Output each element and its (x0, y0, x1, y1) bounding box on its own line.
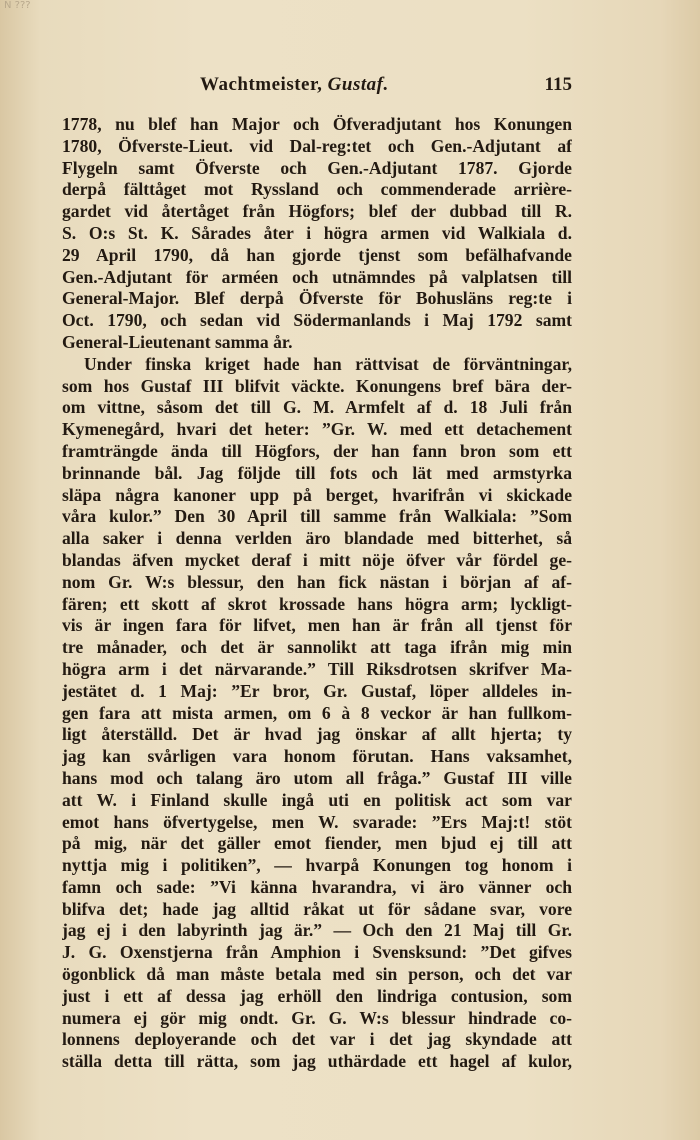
page-header (60, 74, 572, 102)
text-line: våra kulor.” Den 30 April till samme från Walkiala: ”Som (62, 506, 572, 527)
text-line: ögonblick då man måste betala med sin person, och det var (62, 964, 572, 985)
text-line: Gen.-Adjutant för arméen och utnämndes på valplatsen till (62, 266, 572, 287)
text-line: jag kan svårligen vara honom förutan. Hans vaksamhet, (62, 746, 572, 767)
text-line: ställa detta till rätta, som jag uthärdade ett hagel af kulor, (62, 1051, 572, 1072)
text-line: hans mod och talang äro utom all fråga.” Gustaf III ville (62, 767, 572, 788)
text-line: numera ej gör mig ondt. Gr. G. W:s blessur hindrade co- (62, 1007, 572, 1028)
text-line: Kymenegård, hvari det heter: ”Gr. W. med ett detachement (62, 419, 572, 440)
text-line: 29 April 1790, då han gjorde tjenst som befälhafvande (62, 244, 572, 265)
text-line: nyttja mig i politiken”, — hvarpå Konungen tog honom i (62, 855, 572, 876)
text-line: S. O:s St. K. Sårades åter i högra armen vid Walkiala d. (62, 222, 572, 243)
text-line: Oct. 1790, och sedan vid Södermanlands i Maj 1792 samt (62, 310, 572, 331)
text-line: emot hans öfvertygelse, men W. svarade: ”Ers Maj:t! stöt (62, 811, 572, 832)
scan-mark: N ??? (4, 0, 31, 11)
page-number: 115 (544, 74, 572, 95)
text-line: General-Lieutenant samma år. (62, 331, 293, 352)
text-line: jag ej i den labyrinth jag är.” — Och den 21 Maj till Gr. (62, 920, 572, 941)
text-line: blifva det; hade jag alltid råkat ut för sådane svar, vore (62, 898, 572, 919)
text-line: J. G. Oxenstjerna från Amphion i Svensksund: ”Det gifves (62, 942, 572, 963)
text-line: jestätet d. 1 Maj: ”Er bror, Gr. Gustaf, löper alldeles in- (62, 680, 572, 701)
text-line: nom Gr. W:s blessur, den han fick nästan i början af af- (62, 571, 572, 592)
text-line: 1778, nu blef han Major och Öfveradjutant hos Konungen (62, 114, 572, 134)
text-line: famn och sade: ”Vi känna hvarandra, vi äro vänner och (62, 876, 572, 897)
body-text (62, 114, 572, 1073)
text-line: gardet vid återtåget från Högfors; blef der dubbad till R. (62, 201, 572, 222)
text-line: Under finska kriget hade han rättvisat de förväntningar, (84, 353, 572, 374)
text-line: framträngde ända till Högfors, der han fann bron som ett (62, 440, 572, 461)
text-line: 1780, Öfverste-Lieut. vid Dal-reg:tet och Gen.-Adjutant af (62, 135, 572, 156)
text-line: vis är ingen fara för lifvet, men han är från all tjenst för (62, 615, 572, 636)
text-line: på mig, när det gäller emot fiender, men bjud ej till att (62, 833, 572, 854)
text-line: alla saker i denna verlden äro blandade med bitterhet, så (62, 528, 572, 549)
text-line: blandas äfven mycket deraf i mitt nöje öfver vår fördel ge- (62, 549, 572, 570)
text-line: fären; ett skott af skrot krossade hans högra arm; lyckligt- (62, 593, 572, 614)
text-line: lonnens deployerande och det var i det jag skyndade att (62, 1029, 572, 1050)
running-head-surname: Wachtmeister, (200, 74, 323, 95)
text-line: släpa några kanoner upp på berget, hvarifrån vi skickade (62, 484, 572, 505)
text-line: tre månader, och det är sannolikt att taga ifrån mig min (62, 637, 572, 658)
text-line: just i ett af dessa jag erhöll den lindriga contusion, som (62, 985, 572, 1006)
running-head-given-name: Gustaf. (327, 74, 389, 95)
text-line: General-Major. Blef derpå Öfverste för Bohusläns reg:te i (62, 288, 572, 309)
text-line: att W. i Finland skulle ingå uti en politisk act som var (62, 789, 572, 810)
text-line: brinnande bål. Jag följde till fots och lät med armstyrka (62, 462, 572, 483)
text-line: högra arm i det närvarande.” Till Riksdrotsen skrifver Ma- (62, 658, 572, 679)
text-line: ligt återställd. Det är hvad jag önskar af allt hjerta; ty (62, 724, 572, 745)
text-line: om vittne, såsom det till G. M. Armfelt af d. 18 Juli från (62, 397, 572, 418)
text-line: som hos Gustaf III blifvit väckte. Konungens bref bära der- (62, 375, 572, 396)
text-line: derpå fälttåget mot Ryssland och commenderade arrière- (62, 179, 572, 200)
text-line: gen fara att mista armen, om 6 à 8 veckor är han fullkom- (62, 702, 572, 723)
text-line: Flygeln samt Öfverste och Gen.-Adjutant 1787. Gjorde (62, 157, 572, 178)
running-head (200, 74, 389, 96)
